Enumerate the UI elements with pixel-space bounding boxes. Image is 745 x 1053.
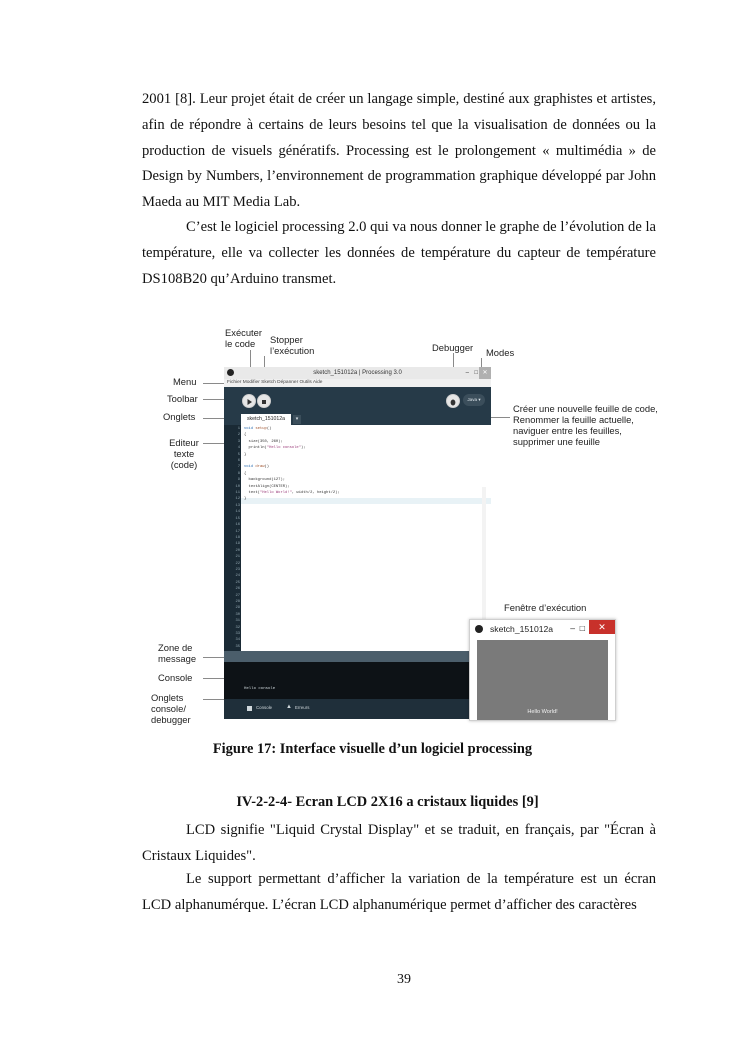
menu-items[interactable]: Fichier Modifier Sketch Dépanner Outils Aide: [227, 380, 323, 385]
pointer-editor: [203, 443, 225, 444]
pointer-menu: [203, 383, 225, 384]
console-tabs: [224, 699, 491, 719]
annotation-stop: Stopper l’exécution: [270, 334, 315, 356]
annotation-console-tabs: Onglets console/ debugger: [151, 692, 191, 725]
section-heading: IV-2-2-4- Ecran LCD 2X16 a cristaux liquides [9]: [236, 794, 539, 810]
minimize-icon[interactable]: –: [465, 370, 469, 376]
close-icon[interactable]: ✕: [479, 367, 491, 379]
annotation-message-zone: Zone de message: [158, 642, 197, 664]
stop-icon: [258, 396, 270, 408]
code-editor[interactable]: [224, 425, 491, 651]
annotation-tab-menu: Créer une nouvelle feuille de code, Renommer la feuille actuelle, naviguer entre les feuilles, supprimer une feuille: [513, 403, 658, 447]
annotation-tabs: Onglets: [163, 411, 196, 422]
page-number: 39: [397, 972, 411, 987]
console-tab[interactable]: Console: [256, 705, 273, 710]
console-area: [224, 662, 491, 699]
tab-sketch[interactable]: sketch_151012a: [241, 414, 291, 425]
pointer-tabs: [203, 418, 225, 419]
run-window-title-bar: [470, 620, 615, 638]
ide-window-title: sketch_151012a | Processing 3.0: [313, 370, 402, 376]
annotation-debugger: Debugger: [432, 342, 474, 353]
play-icon: [243, 396, 255, 408]
run-canvas: [477, 640, 608, 720]
run-canvas-text: Hello World!: [527, 709, 558, 715]
bug-icon: [447, 396, 459, 408]
debugger-button[interactable]: [446, 394, 460, 408]
paragraph-processing-usage: C’est le logiciel processing 2.0 qui va nous donner le graphe de l’évolution de la température, elle va collecter les données de température du capteur de température DS108B20 qu’Arduino transmet.: [142, 219, 656, 287]
pointer-toolbar: [203, 399, 225, 400]
close-icon[interactable]: ✕: [589, 620, 615, 634]
annotation-menu: Menu: [173, 376, 197, 387]
pointer-console: [203, 678, 225, 679]
ide-title-bar: [224, 367, 491, 379]
message-zone: [224, 651, 491, 662]
figure-caption: Figure 17: Interface visuelle d’un logiciel processing: [212, 741, 533, 757]
paragraph-lcd-definition: LCD signifie "Liquid Crystal Display" et se traduit, en français, par "Écran à Cristaux Liquides".: [142, 822, 656, 864]
annotation-modes: Modes: [486, 347, 515, 358]
console-output: Hello console: [244, 687, 276, 691]
paragraph-processing-history: 2001 [8]. Leur projet était de créer un langage simple, destiné aux graphistes et artistes, afin de répondre à certains de leurs besoins tel que la visualisation de données ou la production de visuels génératifs. Processing est le prolongement « multimédia » de Design by Numbers, l’environnement de programmation graphique développé par John Maeda au MIT Media Lab.: [142, 91, 656, 211]
minimize-icon[interactable]: –: [570, 623, 575, 633]
pointer-console-tabs: [203, 699, 225, 700]
processing-ide-window: [224, 367, 491, 719]
run-window: [469, 619, 616, 721]
run-button[interactable]: [242, 394, 256, 408]
code-text: void setup() { size(350, 260); println("Hello console"); } void draw() { background(127); textAlign(CENTER); text("Hello World!", width/2, height/2); }: [244, 427, 340, 502]
maximize-icon[interactable]: □: [579, 623, 585, 633]
ide-menu-bar[interactable]: [224, 379, 491, 387]
mode-selector[interactable]: Java ▾: [463, 394, 485, 406]
errors-tab[interactable]: Erreurs: [295, 705, 310, 710]
line-number-gutter: [224, 425, 241, 651]
annotation-toolbar: Toolbar: [167, 393, 198, 404]
console-icon: [247, 706, 252, 711]
annotation-execute: Exécuter le code: [225, 327, 262, 349]
pointer-message-zone: [203, 657, 225, 658]
paragraph-lcd-support: Le support permettant d’afficher la variation de la température est un écran LCD alphanumérque. L’écran LCD alphanumérique permet d’afficher des caractères: [142, 871, 656, 913]
ide-tabs-bar: [224, 414, 491, 425]
ide-toolbar: [224, 387, 491, 414]
line-numbers: 1 2 3 4 5 6 7 8 9 10 11 12 13 14 15 16 17 18 19 20 21 22 23 24 25 26 27 28 29 30 31 32 33 34 35: [235, 427, 240, 649]
annotation-run-window: Fenêtre d’exécution: [504, 602, 587, 613]
stop-button[interactable]: [257, 394, 271, 408]
maximize-icon[interactable]: □: [474, 370, 478, 376]
run-window-title: sketch_151012a: [490, 624, 554, 634]
annotation-editor: Editeur texte (code): [169, 437, 199, 470]
processing-logo-icon: [475, 625, 483, 633]
warning-icon: ▲: [286, 704, 292, 710]
annotation-console: Console: [158, 672, 193, 683]
tab-menu-button[interactable]: ▾: [293, 415, 301, 424]
